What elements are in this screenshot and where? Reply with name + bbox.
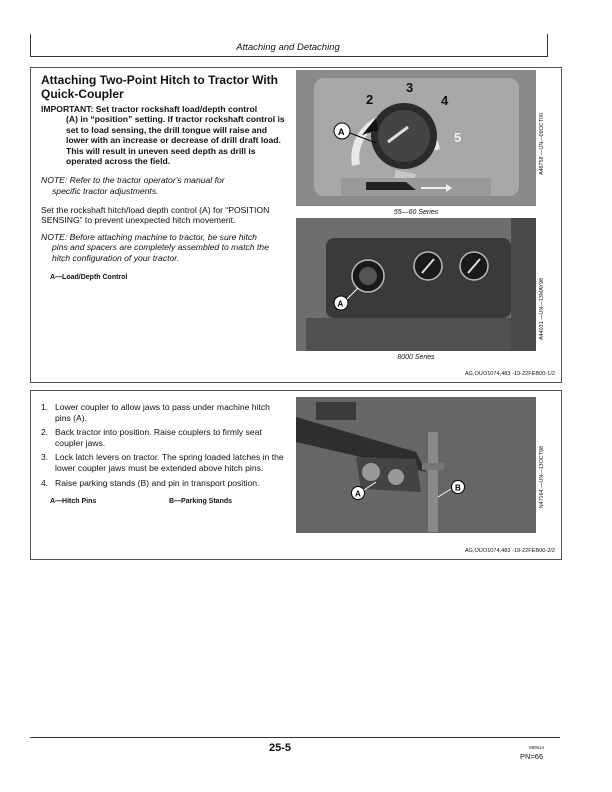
section2-legend [41, 498, 286, 508]
dial-number-2: 2 [366, 92, 374, 107]
callout-a-image2: A [337, 299, 344, 309]
caption-55-60-series: 55—60 Series [393, 209, 439, 216]
note2-lead: NOTE: Before attaching machine to tractor, be sure hitch [41, 231, 257, 242]
image2-ref-code: A44031 —UN—13MAY98 [539, 278, 545, 340]
note-hitch-pins [41, 232, 286, 264]
section2-text [41, 402, 286, 508]
note2-rest: pins and spacers are completely assembled to match the hitch configuration of your tractor. [52, 242, 269, 263]
section1-doc-ref: AG,OUO1074,483 -19-22FEB00-1/2 [464, 371, 555, 377]
note-operator-manual [41, 175, 286, 196]
callout-b-parking-stands: B [455, 483, 461, 493]
callout-a-hitch-pins: A [355, 489, 361, 499]
image1-ref-code: A46758 —UN—09OCT00 [539, 113, 545, 176]
step-2: 2. Back tractor into position. Raise couplers to firmly seat coupler jaws. [41, 427, 262, 448]
important-lead: IMPORTANT: Set tractor rockshaft load/depth control [41, 104, 258, 114]
dial-number-3: 3 [406, 80, 414, 95]
legend-load-depth: A—Load/Depth Control [50, 273, 128, 281]
callout-a-image1: A [338, 127, 345, 137]
image3-ref-code: N47164 —UN—13OCT98 [539, 446, 545, 509]
step-1: 1. Lower coupler to allow jaws to pass under machine hitch pins (A). [41, 402, 270, 423]
note1-rest: specific tractor adjustments. [52, 186, 159, 197]
step-4: 4. Raise parking stands (B) and pin in transport position. [41, 477, 260, 488]
note1-lead: NOTE: Refer to the tractor operator's manual for [41, 175, 225, 186]
control-panel-illustration [296, 218, 536, 351]
footer-small-code: 080514 [529, 745, 545, 750]
section2-doc-ref: AG,OUO1074,483 -19-22FEB00-2/2 [464, 548, 555, 554]
dial-number-4: 4 [441, 93, 449, 108]
photo-load-depth-control-8000 [296, 218, 536, 351]
dial-number-5: 5 [454, 130, 462, 145]
section-coupler-steps [30, 390, 562, 560]
important-rest: (A) in “position” setting. If tractor rockshaft control is set to load sensing, the drill tongue will raise and lower with an increase or decrease of drill draft load. This will result in uneven seed depth as drill is operated across the field. [66, 114, 285, 167]
dial-illustration [296, 70, 536, 206]
page-number: 25-5 [268, 742, 292, 754]
caption-8000-series: 8000 Series [397, 354, 435, 361]
body-paragraph: Set the rockshaft hitch/load depth control (A) for “POSITION SENSING” to prevent unexpected hitch movement. [41, 204, 270, 226]
legend-hitch-pins: A—Hitch Pins [50, 498, 97, 506]
footer-rule [30, 737, 560, 738]
running-header: Attaching and Detaching [236, 42, 340, 53]
photo-load-depth-dial-55-60 [296, 70, 536, 206]
hitch-illustration [296, 397, 536, 533]
photo-hitch-coupler [296, 397, 536, 533]
steps-list [41, 402, 286, 488]
step-3: 3. Lock latch levers on tractor. The spring loaded latches in the lower coupler jaws must be extended above hitch pins. [41, 452, 284, 473]
legend-parking-stands: B—Parking Stands [169, 498, 233, 506]
section-attach-hitch [30, 67, 562, 383]
section-title: Attaching Two-Point Hitch to Tractor With Quick-Coupler [41, 73, 278, 101]
section1-text [41, 73, 286, 281]
footer-pn: PN=66 [520, 752, 544, 761]
important-notice [41, 104, 286, 166]
